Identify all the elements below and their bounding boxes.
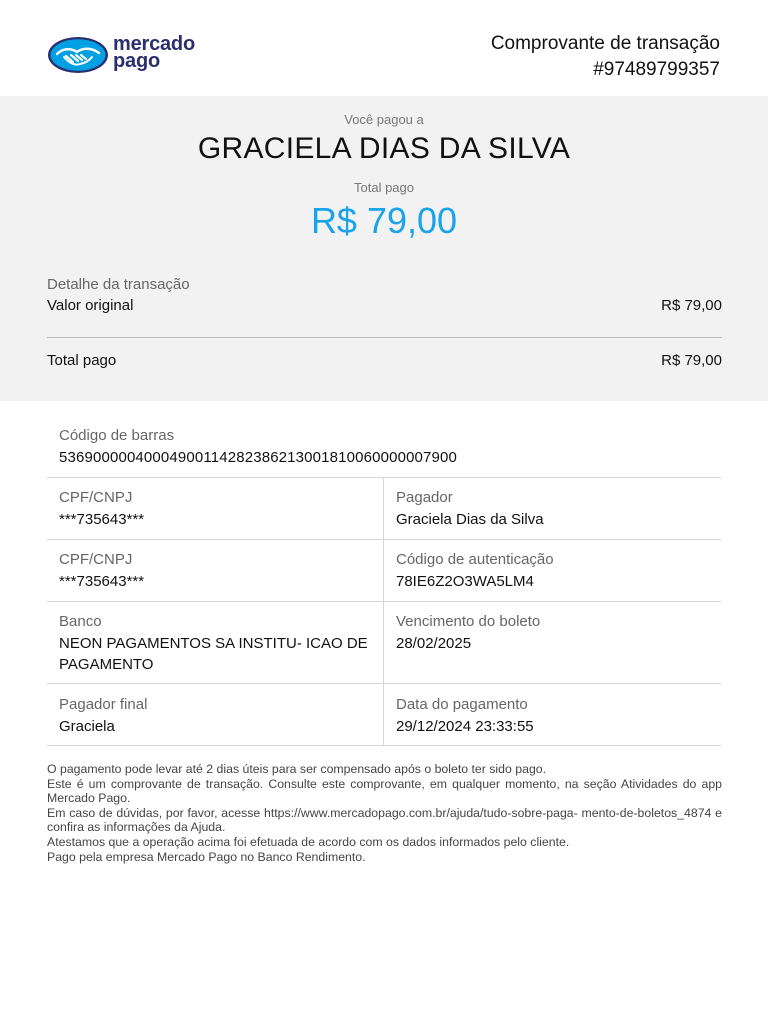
payee-name: GRACIELA DIAS DA SILVA — [197, 132, 571, 165]
due-date-value: 28/02/2025 — [396, 635, 472, 652]
total-row-label: Total pago — [47, 352, 117, 369]
total-paid-label: Total pago — [354, 180, 414, 195]
payment-date-value: 29/12/2024 23:33:55 — [396, 718, 534, 735]
notice-line: Pago pela empresa Mercado Pago no Banco Rendimento. — [47, 849, 366, 864]
transaction-detail-title: Detalhe da transação — [47, 276, 190, 293]
final-payer-value: Graciela — [59, 718, 115, 735]
authentication-code-value: 78IE6Z2O3WA5LM4 — [396, 573, 534, 590]
legal-notice — [47, 762, 722, 864]
payment-summary — [0, 96, 768, 401]
payer-document-label: CPF/CNPJ — [59, 489, 133, 506]
payer-label: Pagador — [396, 489, 453, 506]
payer-value: Graciela Dias da Silva — [396, 511, 544, 528]
payer-document-value: ***735643*** — [59, 511, 145, 528]
notice-line: Atestamos que a operação acima foi efetuada de acordo com os dados informados pelo cliente. — [47, 834, 570, 849]
original-value-row — [47, 297, 722, 317]
barcode-value: 53690000040004900114282386213001810060000007900 — [59, 449, 458, 466]
payee-document-value: ***735643*** — [59, 573, 145, 590]
authentication-code-label: Código de autenticação — [396, 551, 554, 568]
payment-date-label: Data do pagamento — [396, 696, 528, 713]
divider — [47, 745, 721, 746]
barcode-label: Código de barras — [59, 427, 175, 444]
header — [0, 0, 768, 96]
total-row-amount: R$ 79,00 — [661, 352, 722, 369]
final-payer-label: Pagador final — [59, 696, 148, 713]
mercado-pago-logo — [47, 33, 217, 76]
divider — [47, 683, 721, 684]
total-paid-amount: R$ 79,00 — [310, 200, 458, 241]
due-date-label: Vencimento do boleto — [396, 613, 541, 630]
summary-divider — [47, 337, 722, 338]
barcode-field — [47, 420, 721, 477]
paid-to-label: Você pagou a — [344, 112, 424, 127]
notice-line: O pagamento pode levar até 2 dias úteis para ser compensado após o boleto ter sido pago. — [47, 762, 547, 776]
total-paid-row — [47, 352, 722, 372]
original-value-label: Valor original — [47, 297, 134, 314]
handshake-icon — [47, 36, 109, 74]
original-value-amount: R$ 79,00 — [661, 297, 722, 314]
notice-line: Este é um comprovante de transação. Consulte este comprovante, em qualquer momento, na seção Atividades do app Mercado Pago. — [47, 776, 722, 806]
divider — [47, 539, 721, 540]
notice-line: Em caso de dúvidas, por favor, acesse https://www.mercadopago.com.br/ajuda/tudo-sobre-paga- mento-de-boletos_4874 e confira as informações da Ajuda. — [47, 805, 722, 835]
receipt-title-block — [491, 31, 720, 83]
transaction-id: #97489799357 — [593, 59, 720, 80]
column-divider — [383, 477, 384, 745]
payee-document-label: CPF/CNPJ — [59, 551, 133, 568]
divider — [47, 477, 721, 478]
bank-value: NEON PAGAMENTOS SA INSTITU- ICAO DE PAGAMENTO — [59, 635, 368, 673]
logo-word-pago: pago — [113, 50, 160, 72]
divider — [47, 601, 721, 602]
logo-word-mercado: mercado — [113, 33, 195, 55]
bank-label: Banco — [59, 613, 102, 630]
receipt-title: Comprovante de transação — [490, 33, 720, 54]
